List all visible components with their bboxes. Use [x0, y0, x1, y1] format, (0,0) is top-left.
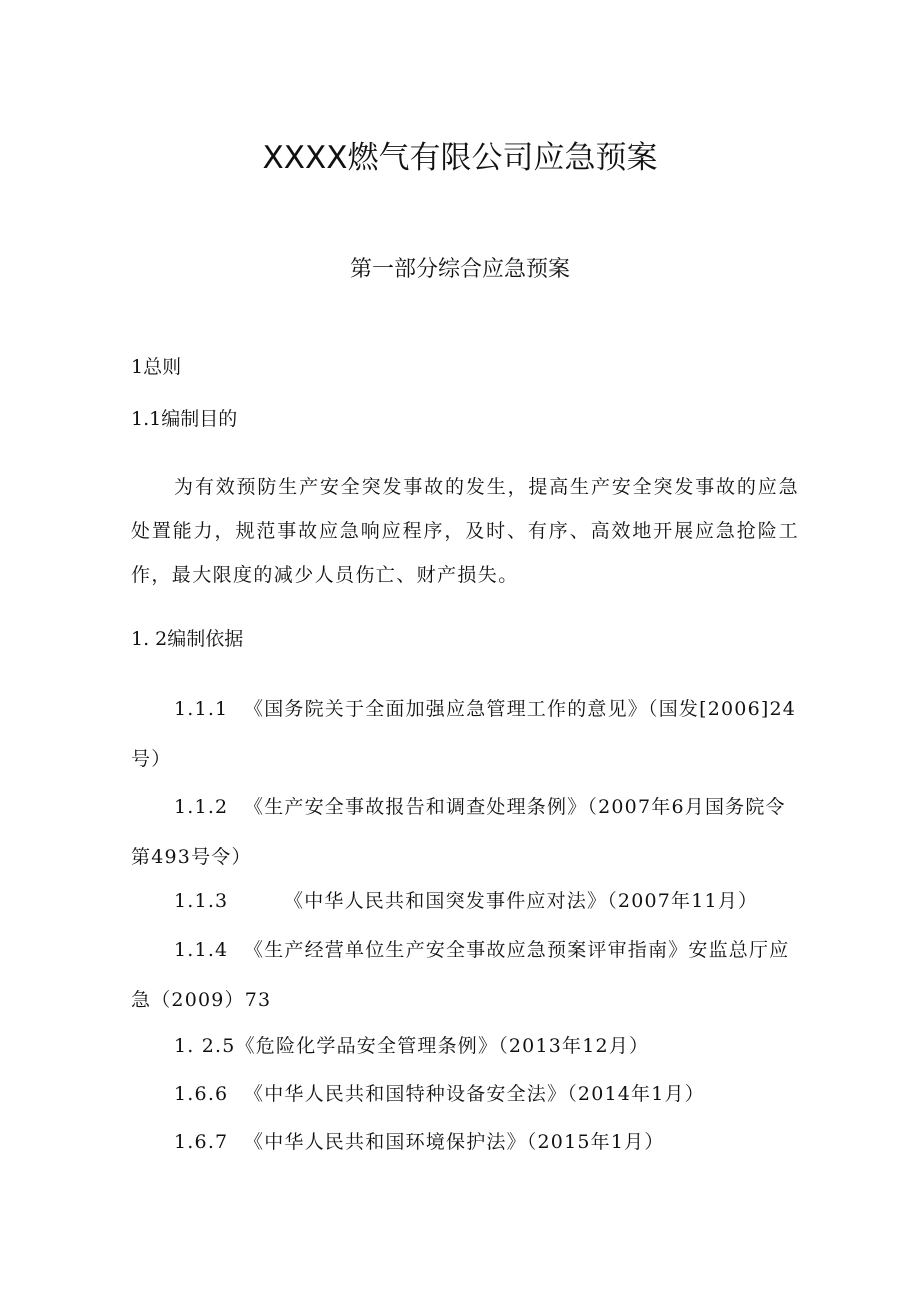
- reference-text: 《国务院关于全面加强应急管理工作的意见》（国发[2006]24号）: [131, 698, 797, 770]
- reference-text: 《生产安全事故报告和调查处理条例》（2007年6月国务院令第493号令）: [131, 796, 786, 868]
- section-heading-purpose: 1.1编制目的: [131, 408, 238, 430]
- purpose-paragraph: 为有效预防生产安全突发事故的发生，提高生产安全突发事故的应急处置能力，规范事故应急响应程序，及时、有序、高效地开展应急抢险工作，最大限度的减少人员伤亡、财产损失。: [131, 476, 799, 586]
- reference-item-5: [131, 1021, 799, 1071]
- reference-text: 《中华人民共和国环境保护法》（2015年1月）: [244, 1131, 665, 1153]
- reference-number: 1.1.1: [174, 698, 229, 720]
- reference-number: 1.1.2: [174, 796, 229, 818]
- reference-item-7: [131, 1117, 799, 1167]
- reference-number: 1.1.4: [174, 939, 229, 961]
- section-heading-general: 1总则: [131, 356, 182, 378]
- reference-item-6: [131, 1069, 799, 1119]
- reference-item-3: [131, 876, 799, 926]
- reference-item-4: [131, 925, 799, 1025]
- document-title: XXXX燃气有限公司应急预案: [262, 140, 658, 176]
- reference-number: 1. 2.5: [174, 1035, 236, 1057]
- reference-text: 《生产经营单位生产安全事故应急预案评审指南》安监总厅应急（2009）73: [131, 939, 790, 1011]
- section-heading-basis: 1. 2编制依据: [131, 628, 244, 650]
- reference-number: 1.6.7: [174, 1131, 229, 1153]
- reference-text: 《中华人民共和国特种设备安全法》（2014年1月）: [244, 1083, 705, 1105]
- reference-item-2: [131, 782, 799, 882]
- reference-item-1: [131, 684, 799, 784]
- reference-text: 《危险化学品安全管理条例》（2013年12月）: [235, 1035, 650, 1057]
- reference-text: 《中华人民共和国突发事件应对法》（2007年11月）: [284, 890, 759, 912]
- reference-number: 1.6.6: [174, 1083, 229, 1105]
- document-subtitle: 第一部分综合应急预案: [349, 257, 570, 282]
- reference-number: 1.1.3: [174, 890, 229, 912]
